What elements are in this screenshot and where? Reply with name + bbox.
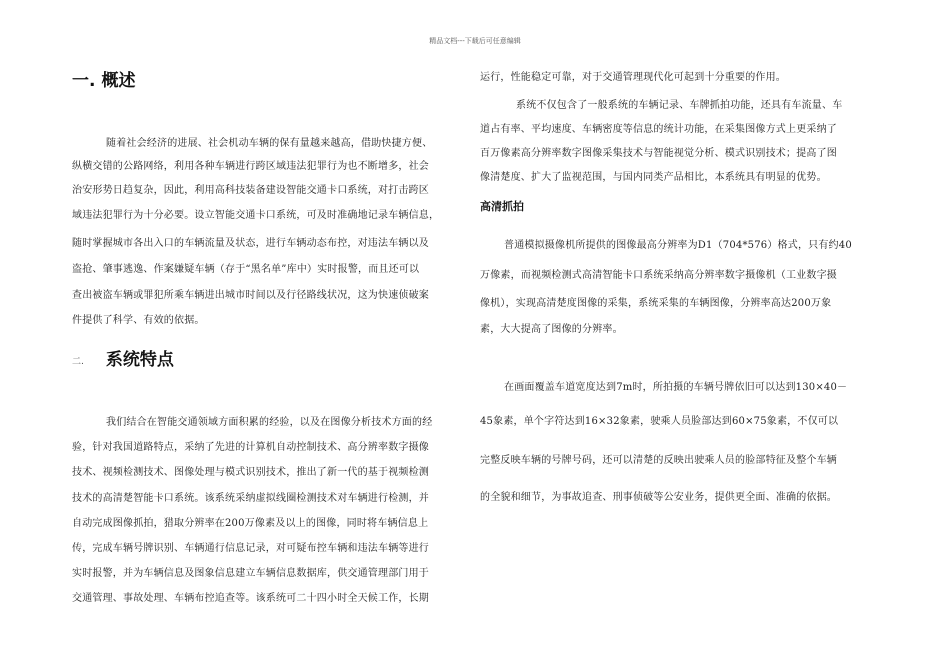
paragraph-line: 查出被盗车辆或罪犯所乘车辆进出城市时间以及行径路线状况，这为快速侦破案: [72, 290, 429, 301]
paragraph-line: 随时掌握城市各出入口的车辆流量及状态，进行车辆动态布控，对违法车辆以及: [72, 238, 429, 249]
paragraph-line: 素，大大提高了图像的分辨率。: [480, 324, 623, 335]
section-number: 二.: [72, 356, 84, 367]
paragraph-line: 纵横交错的公路网络，利用各种车辆进行跨区域违法犯罪行为也不断增多，社会: [72, 161, 429, 172]
paragraph-line: 像机），实现高清楚度图像的采集，系统采集的车辆图像，分辨率高达200万象: [480, 298, 832, 309]
subsection-title-hd: 高清抓拍: [480, 200, 524, 213]
paragraph-line: 实时报警，并为车辆信息及图象信息建立车辆信息数据库，供交通管理部门用于: [72, 568, 429, 579]
paragraph-line: 验，针对我国道路特点，采纳了先进的计算机自动控制技术、高分辨率数字摄像: [72, 442, 429, 453]
paragraph-line: 技术的高清楚智能卡口系统。该系统采纳虚拟线圈检测技术对车辆进行检测，并: [72, 493, 429, 504]
paragraph-line: 在画面覆盖车道宽度达到7m时，所拍摄的车辆号牌依旧可以达到130×40－: [504, 382, 848, 393]
paragraph-line: 百万像素高分辨率数字图像采集技术与智能视觉分析、模式识别技术；提高了图: [480, 148, 837, 159]
paragraph-line: 普通模拟摄像机所提供的图像最高分辨率为D1（704*576）格式，只有约40: [504, 240, 852, 251]
paragraph-line: 随着社会经济的进展、社会机动车辆的保有量越来越高，借助快捷方便、: [106, 138, 433, 149]
paragraph-line: 系统不仅包含了一般系统的车辆记录、车牌抓拍功能，还具有车流量、车: [516, 100, 843, 111]
paragraph-line: 传，完成车辆号牌识别、车辆通行信息记录，对可疑布控车辆和违法车辆等进行: [72, 543, 429, 554]
paragraph-line: 件提供了科学、有效的依据。: [72, 315, 205, 326]
paragraph-line: 像清楚度、扩大了监视范围，与国内同类产品相比，本系统具有明显的优势。: [480, 172, 827, 183]
paragraph-line: 运行，性能稳定可靠，对于交通管理现代化可起到十分重要的作用。: [480, 72, 786, 83]
section-number: 一.: [72, 71, 96, 91]
paragraph-line: 45象素，单个字符达到16×32象素，驶乘人员脸部达到60×75象素，不仅可以: [480, 416, 839, 427]
paragraph-line: 技术、视频检测技术、图像处理与模式识别技术，推出了新一代的基于视频检测: [72, 467, 429, 478]
page-header: 精品文档---下载后可任意编辑: [429, 37, 521, 45]
section-title: 系统特点: [105, 350, 174, 370]
paragraph-line: 我们结合在智能交通领域方面积累的经验，以及在图像分析技术方面的经: [106, 417, 433, 428]
paragraph-line: 万像素，而视频检测式高清智能卡口系统采纳高分辨率数字摄像机（工业数字摄: [480, 270, 837, 281]
paragraph-line: 盗抢、肇事逃逸、作案嫌疑车辆（存于“黑名单”库中）实时报警，而且还可以: [72, 264, 420, 275]
section-title: 概述: [101, 71, 136, 91]
section-heading-overview: [72, 66, 135, 91]
section-heading-features: [72, 345, 174, 370]
paragraph-line: 自动完成图像抓拍，猎取分辨率在200万像素及以上的图像，同时将车辆信息上: [72, 518, 429, 529]
paragraph-line: 域违法犯罪行为十分必要。设立智能交通卡口系统，可及时准确地记录车辆信息，: [72, 210, 440, 221]
paragraph-line: 交通管理、事故处理、车辆布控追查等。该系统可二十四小时全天候工作，长期: [72, 593, 429, 604]
paragraph-line: 的全貌和细节，为事故追查、刑事侦破等公安业务，提供更全面、准确的依据。: [480, 492, 837, 503]
paragraph-line: 完整反映车辆的号牌号码，还可以清楚的反映出驶乘人员的脸部特征及整个车辆: [480, 455, 837, 466]
paragraph-line: 道占有率、平均速度、车辆密度等信息的统计功能，在采集图像方式上更采纳了: [480, 124, 837, 135]
paragraph-line: 治安形势日趋复杂，因此，利用高科技装备建设智能交通卡口系统，对打击跨区: [72, 185, 429, 196]
